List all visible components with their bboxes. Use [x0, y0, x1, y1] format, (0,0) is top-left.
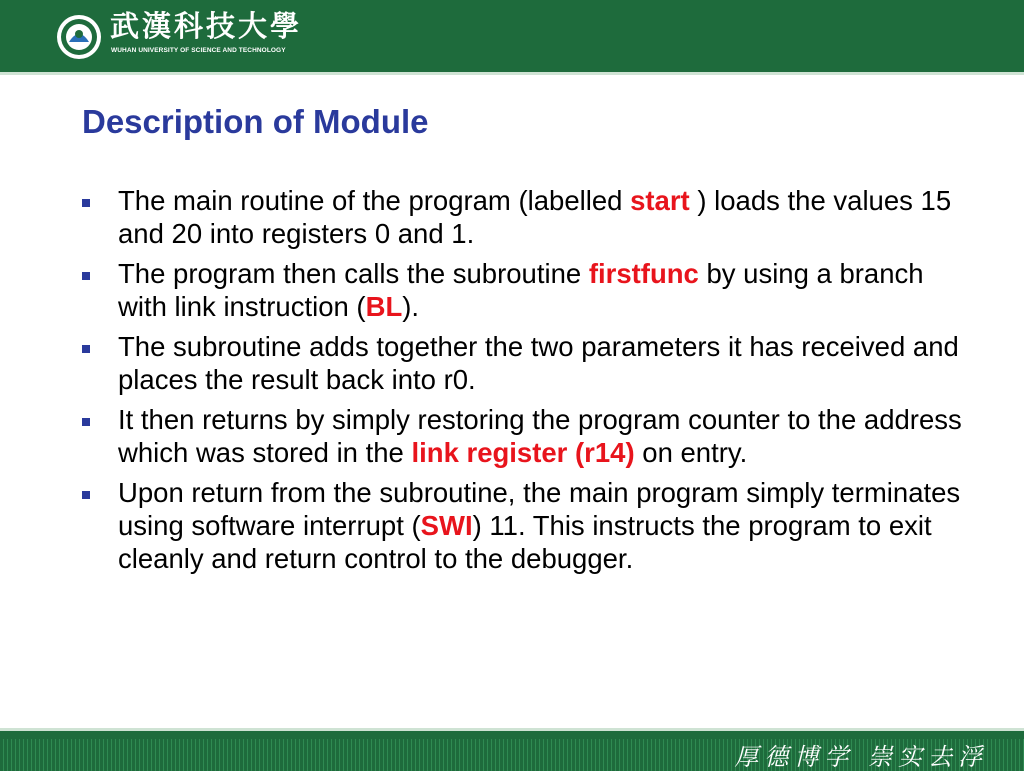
bullet-text: ) loads the values 15 and 20 into registers 0 and 1.	[118, 185, 952, 249]
bullet-text: by using a branch with link instruction (	[118, 258, 924, 322]
bullet-text: The program then calls the subroutine	[118, 258, 589, 289]
bullet-item	[80, 330, 980, 396]
bullet-item	[80, 257, 980, 323]
bullet-list	[80, 184, 980, 582]
square-bullet-icon	[82, 199, 90, 207]
bullet-text: on entry.	[634, 437, 748, 468]
footer-bar	[0, 728, 1024, 771]
bullet-text: It then returns by simply restoring the program counter to the address which was stored in the	[118, 404, 962, 468]
bullet-item	[80, 476, 980, 575]
keyword-link-register: link register (r14)	[411, 437, 635, 468]
bullet-item	[80, 403, 980, 469]
bullet-text: The subroutine adds together the two parameters it has received and places the result back into r0.	[118, 331, 959, 395]
bullet-text: Upon return from the subroutine, the main program simply terminates using software interrupt (	[118, 477, 961, 541]
square-bullet-icon	[82, 491, 90, 499]
header-bar	[0, 0, 1024, 75]
keyword-firstfunc: firstfunc	[588, 258, 699, 289]
square-bullet-icon	[82, 345, 90, 353]
square-bullet-icon	[82, 418, 90, 426]
keyword-swi: SWI	[420, 510, 473, 541]
university-motto: 厚德博学 崇实去浮	[734, 743, 988, 771]
square-bullet-icon	[82, 272, 90, 280]
bullet-item	[80, 184, 980, 250]
university-name-chinese: 武漢科技大學	[110, 9, 303, 43]
university-name-english: WUHAN UNIVERSITY OF SCIENCE AND TECHNOLOGY	[111, 47, 286, 54]
keyword-bl: BL	[365, 291, 403, 322]
bullet-text: ).	[402, 291, 420, 322]
bullet-text: The main routine of the program (labelled	[118, 185, 631, 216]
slide-title: Description of Module	[82, 103, 429, 140]
university-emblem-icon	[56, 14, 102, 60]
bullet-text: ) 11. This instructs the program to exit cleanly and return control to the debugger.	[118, 510, 932, 574]
keyword-start: start	[630, 185, 690, 216]
